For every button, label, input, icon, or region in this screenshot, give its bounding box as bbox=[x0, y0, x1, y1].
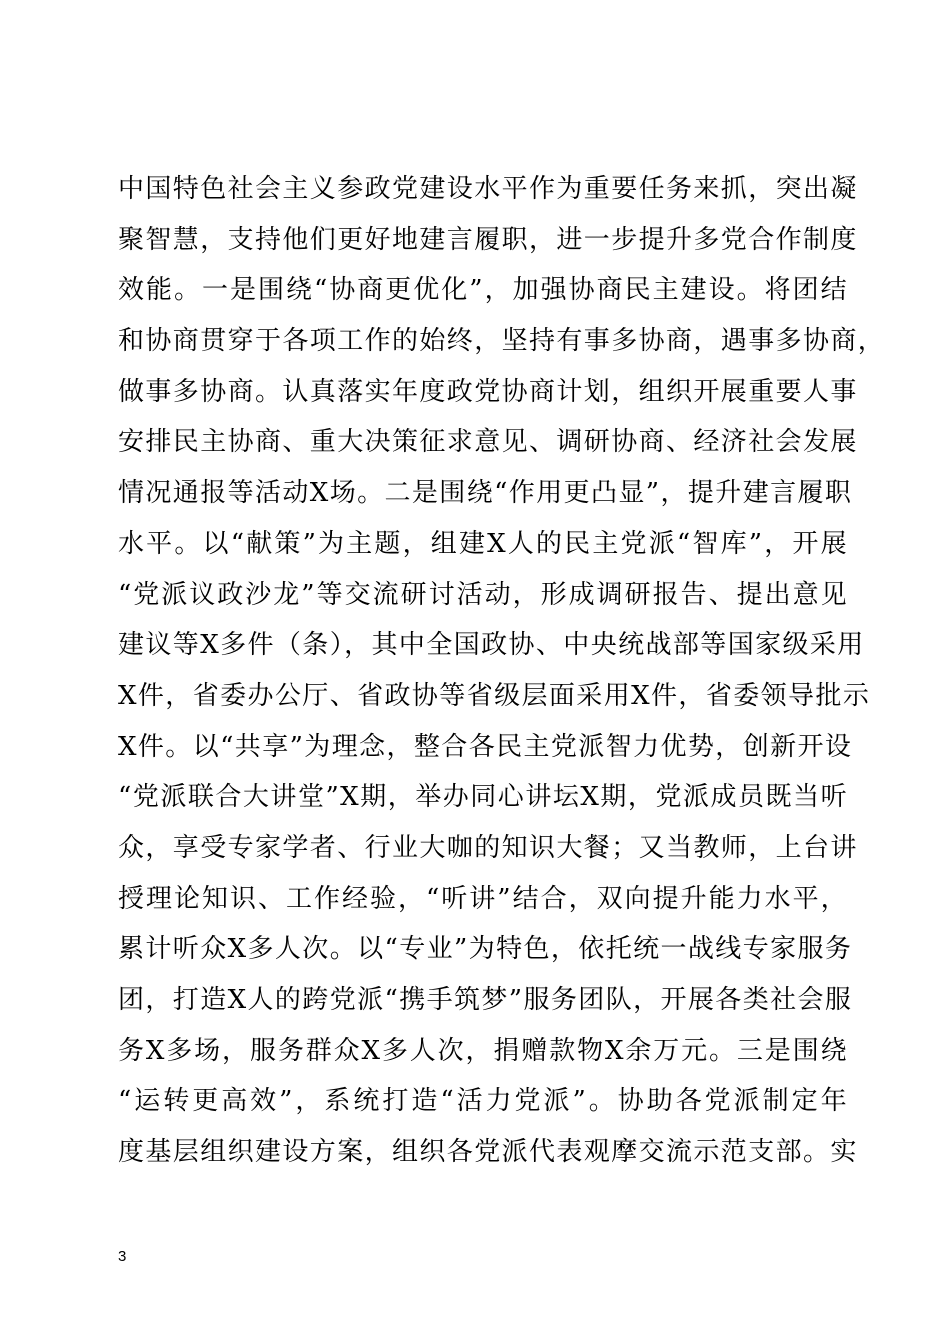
page-number: 3 bbox=[118, 1248, 127, 1265]
text-line: “运转更高效”，系统打造“活力党派”。协助各党派制定年 bbox=[118, 1086, 848, 1117]
text-line: 建议等X多件（条），其中全国政协、中央统战部等国家级采用 bbox=[118, 630, 865, 661]
text-line: 情况通报等活动X场。二是围绕“作用更凸显”，提升建言履职 bbox=[118, 478, 853, 509]
text-line: 众，享受专家学者、行业大咖的知识大餐；又当教师，上台讲 bbox=[118, 832, 858, 863]
text-line: “党派联合大讲堂”X期，举办同心讲坛X期，党派成员既当听 bbox=[118, 782, 848, 813]
body-paragraph bbox=[118, 164, 886, 1178]
text-line: 度基层组织建设方案，组织各党派代表观摩交流示范支部。实 bbox=[118, 1137, 858, 1168]
text-line: X件，省委办公厅、省政协等省级层面采用X件，省委领导批示 bbox=[118, 680, 871, 711]
text-line: 做事多协商。认真落实年度政党协商计划，组织开展重要人事 bbox=[118, 376, 858, 407]
text-line: 累计听众X多人次。以“专业”为特色，依托统一战线专家服务 bbox=[118, 934, 853, 965]
text-line: 水平。以“献策”为主题，组建X人的民主党派“智库”，开展 bbox=[118, 528, 848, 559]
text-line: 授理论知识、工作经验，“听讲”结合，双向提升能力水平， bbox=[118, 883, 848, 914]
text-line: 安排民主协商、重大决策征求意见、调研协商、经济社会发展 bbox=[118, 427, 858, 458]
text-line: 效能。一是围绕“协商更优化”，加强协商民主建设。将团结 bbox=[118, 275, 848, 306]
text-line: 聚智慧，支持他们更好地建言履职，进一步提升多党合作制度 bbox=[118, 224, 858, 255]
text-line: X件。以“共享”为理念，整合各民主党派智力优势，创新开设 bbox=[118, 731, 853, 762]
text-line: “党派议政沙龙”等交流研讨活动，形成调研报告、提出意见 bbox=[118, 579, 848, 610]
text-line: 中国特色社会主义参政党建设水平作为重要任务来抓，突出凝 bbox=[118, 174, 858, 204]
text-line: 和协商贯穿于各项工作的始终，坚持有事多协商，遇事多协商， bbox=[118, 326, 886, 357]
text-line: 务X多场，服务群众X多人次，捐赠款物X余万元。三是围绕 bbox=[118, 1035, 848, 1066]
text-line: 团，打造X人的跨党派“携手筑梦”服务团队，开展各类社会服 bbox=[118, 985, 853, 1015]
